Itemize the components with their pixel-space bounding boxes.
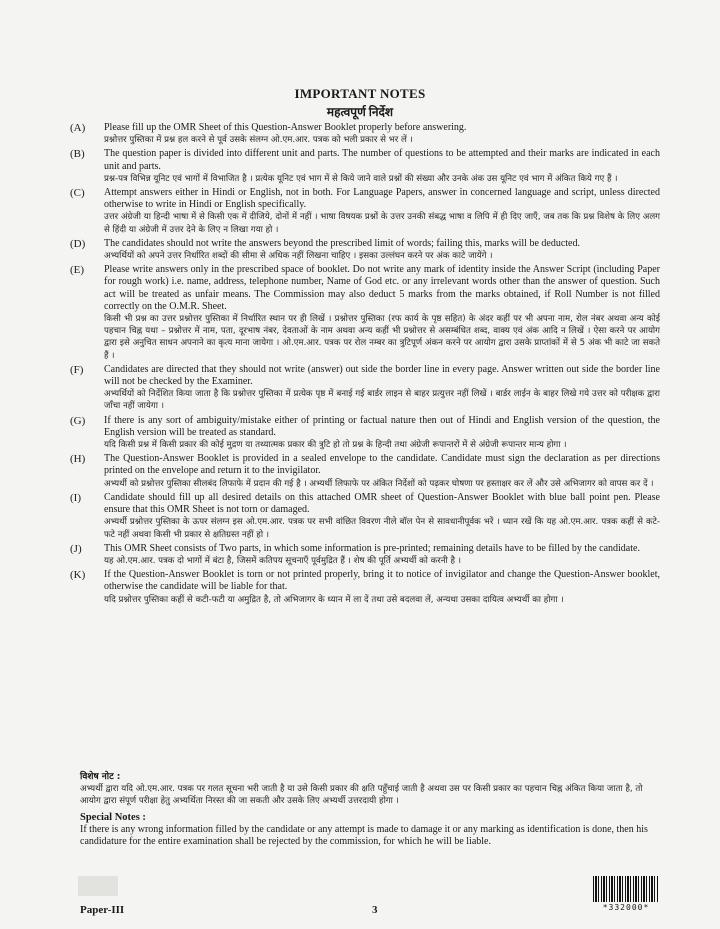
special-heading-english: Special Notes : [80,811,146,823]
note-text-hindi: उत्तर अंग्रेजी या हिन्दी भाषा में से किसी एक में दीजिये, दोनों में नहीं । भाषा विषयक प्रश्नों के उत्तर उनकी संबद्ध भाषा व लिपि में ही दिए जाएँ, जब तक कि प्रश्न विशेष के लिए अलग से हिंदी या अंग्रेजी में उत्तर देने के लिए न लिखा गया हो । [104,212,660,235]
note-letter: (B) [70,148,85,161]
special-notes [80,771,660,848]
note-item [70,187,660,236]
note-letter: (I) [70,491,81,504]
note-text-hindi: प्रश्नोत्तर पुस्तिका में प्रश्न हल करने से पूर्व उसके संलग्न ओ.एम.आर. पत्रक को भली प्रकार से भर लें । [104,135,413,146]
note-text-english: The Question-Answer Booklet is provided in a sealed envelope to the candidate. Candidate must sign the declaration as per directions printed on the envelope and return it to the invigilator. [104,453,660,477]
barcode [593,876,659,912]
note-letter: (C) [70,187,85,200]
note-item [70,238,660,262]
note-body [104,187,660,236]
note-body [104,569,660,606]
note-item [70,453,660,490]
notes-title: IMPORTANT NOTES [294,86,426,101]
notes-subtitle-hindi: महत्वपूर्ण निर्देश [326,105,394,119]
note-text-hindi: यदि प्रश्नोत्तर पुस्तिका कहीं से कटी-फटी या अमुद्रित है, तो अभिजागर के ध्यान में ला दें तथा उसे बदलवा लें, अन्यथा उसका दायित्व अभ्यर्थी का होगा । [104,594,564,605]
notes-header [0,86,720,120]
note-text-english: This OMR Sheet consists of Two parts, in which some information is pre-printed; remaining details have to be filled by the candidate. [104,542,640,554]
note-item [70,264,660,362]
note-letter: (H) [70,453,86,466]
special-heading-hindi: विशेष नोट : [80,772,121,782]
note-text-hindi: किसी भी प्रश्न का उत्तर प्रश्नोत्तर पुस्तिका में निर्धारित स्थान पर ही लिखें । प्रश्नोत्तर पुस्तिका (रफ कार्य के पृष्ठ सहित) के अंदर कहीं पर भी अपना नाम, रोल नंबर अथवा अन्य कोई पहचान चिह्न यथा – प्रश्नोत्तर में नाम, पता, दूरभाष नंबर, देवताओं के नाम अथवा अन्य कहीं भी प्रश्नोत्तर से असम्बंधित शब्द, वाक्य एवं अंक आदि न लिखें । ऐसा करने पर आयोग द्वारा इसे अनुचित साधन अपनाने का कृत्य माना जायेगा । ओ.एम.आर. पत्रक पर रोल नम्बर का त्रुटिपूर्ण अंकन करने पर आयोग द्वारा उसके प्राप्तांकों में से 5 अंक भी काटे जा सकते हैं । [104,314,660,361]
note-text-english: If there is any sort of ambiguity/mistake either of printing or factual nature then out of Hindi and English version of the question, the English version will be treated as standard. [104,414,660,438]
note-body [104,364,660,413]
note-item [70,492,660,541]
note-text-english: Please write answers only in the prescribed space of booklet. Do not write any mark of identity inside the Answer Script (including Paper for rough work) i.e. name, address, telephone number, Name of God etc. or any irrelevant words other than the answer of question. Such act will be treated as unfair means. The Commission may also deduct 5 marks from the marks obtained, if Roll Number is not filled correctly on the O.M.R. Sheet. [104,264,660,312]
paper-label: Paper-III [80,904,125,916]
note-body [104,264,660,362]
note-text-hindi: यह ओ.एम.आर. पत्रक दो भागों में बंटा है, जिसमें कतिपय सूचनाएँ पूर्वमुद्रित हैं । शेष की पूर्ति अभ्यर्थी को करनी है । [104,555,462,566]
stamp-mark [78,876,118,896]
note-item [70,543,660,567]
special-text-hindi: अभ्यर्थी द्वारा यदि ओ.एम.आर. पत्रक पर गलत सूचना भरी जाती है या उसे किसी प्रकार की क्षति पहुँचाई जाती है अथवा उस पर किसी प्रकार का पहचान चिह्न अंकित किया जाता है, तो आयोग द्वारा संपूर्ण परीक्षा हेतु अभ्यर्थिता निरस्त की जा सकती और उसके लिए अभ्यर्थी उत्तरदायी होगा । [80,784,643,807]
note-body [104,543,660,567]
barcode-number: *332000* [602,903,650,912]
note-body [104,122,660,146]
note-body [104,238,660,262]
notes-list [70,122,660,608]
note-item [70,122,660,146]
note-text-english: If the Question-Answer Booklet is torn or not printed properly, bring it to notice of invigilator and change the Question-Answer booklet, otherwise the candidate will be liable for that. [104,569,660,593]
note-item [70,148,660,185]
note-text-hindi: यदि किसी प्रश्न में किसी प्रकार की कोई मुद्रण या तथ्यात्मक प्रकार की त्रुटि हो तो प्रश्न के हिन्दी तथा अंग्रेजी रूपान्तरों में से अंग्रेजी रूपान्तर मान्य होगा । [104,440,567,451]
note-body [104,148,660,185]
barcode-icon [593,876,659,902]
note-item [70,569,660,606]
note-text-hindi: प्रश्न-पत्र विभिन्न यूनिट एवं भागों में विभाजित है । प्रत्येक यूनिट एवं भाग में से किये जाने वाले प्रश्नों की संख्या और उनके अंक उस यूनिट एवं भाग में अंकित किये गए हैं । [104,173,618,184]
note-item [70,415,660,452]
note-text-english: Candidate should fill up all desired details on this attached OMR sheet of Question-Answer Booklet with blue ball point pen. Please ensure that this OMR Sheet is not torn or damaged. [104,491,660,516]
note-text-hindi: अभ्यर्थी प्रश्नोत्तर पुस्तिका के ऊपर संलग्न इस ओ.एम.आर. पत्रक पर सभी वांछित विवरण नीले बॉल पेन से सावधानीपूर्वक भरें । ध्यान रखें कि यह ओ.एम.आर. पत्रक कहीं से कटे-फटे नहीं अथवा किसी भी प्रकार से क्षतिग्रस्त नहीं हो । [104,517,661,540]
note-text-english: Candidates are directed that they should not write (answer) out side the border line in every page. Answer written out side the border line will not be checked by the Examiner. [104,363,660,388]
note-text-hindi: अभ्यर्थियों को निर्देशित किया जाता है कि प्रश्नोत्तर पुस्तिका में प्रत्येक पृष्ठ में बनाई गई बार्डर लाइन से बाहर प्रत्युत्तर नहीं लिखें । बार्डर लाईन के बाहर लिखे गये उत्तर को परीक्षक द्वारा जाँचा नहीं जायेगा । [104,389,660,412]
special-text-english: If there is any wrong information filled by the candidate or any attempt is made to damage it or any marking as identification is done, then his candidature for the entire examination shall be rejected by the commission, for which he will be liable. [80,823,648,848]
note-text-english: Please fill up the OMR Sheet of this Question-Answer Booklet properly before answering. [104,122,467,133]
page-number: 3 [372,904,378,916]
note-letter: (D) [70,237,86,250]
note-text-hindi: अभ्यर्थियों को अपने उत्तर निर्धारित शब्दों की सीमा से अधिक नहीं लिखना चाहिए । इसका उल्लंघन करने पर अंक काटे जायेंगे । [104,251,493,262]
note-letter: (J) [70,542,82,555]
note-letter: (K) [70,569,86,582]
note-body [104,453,660,490]
note-letter: (E) [70,264,85,277]
note-body [104,415,660,452]
note-item [70,364,660,413]
note-text-english: Attempt answers either in Hindi or English, not in both. For Language Papers, answer in concerned language and script, unless directed otherwise to write in Hindi or English specifically. [104,187,660,211]
note-body [104,492,660,541]
note-letter: (A) [70,122,86,134]
note-text-hindi: अभ्यर्थी को प्रश्नोत्तर पुस्तिका सीलबंद लिफाफे में प्रदान की गई है । अभ्यर्थी लिफाफे पर अंकित निर्देशों को पढ़कर घोषणा पर हस्ताक्षर कर लें और उसे अभिजागर को वापस कर दें । [104,478,654,489]
note-text-english: The candidates should not write the answers beyond the prescribed limit of words; failing this, marks will be deducted. [104,237,580,249]
note-letter: (F) [70,363,84,376]
note-letter: (G) [70,414,86,427]
note-text-english: The question paper is divided into different unit and parts. The number of questions to be attempted and their marks are indicated in each unit and parts. [104,148,660,172]
